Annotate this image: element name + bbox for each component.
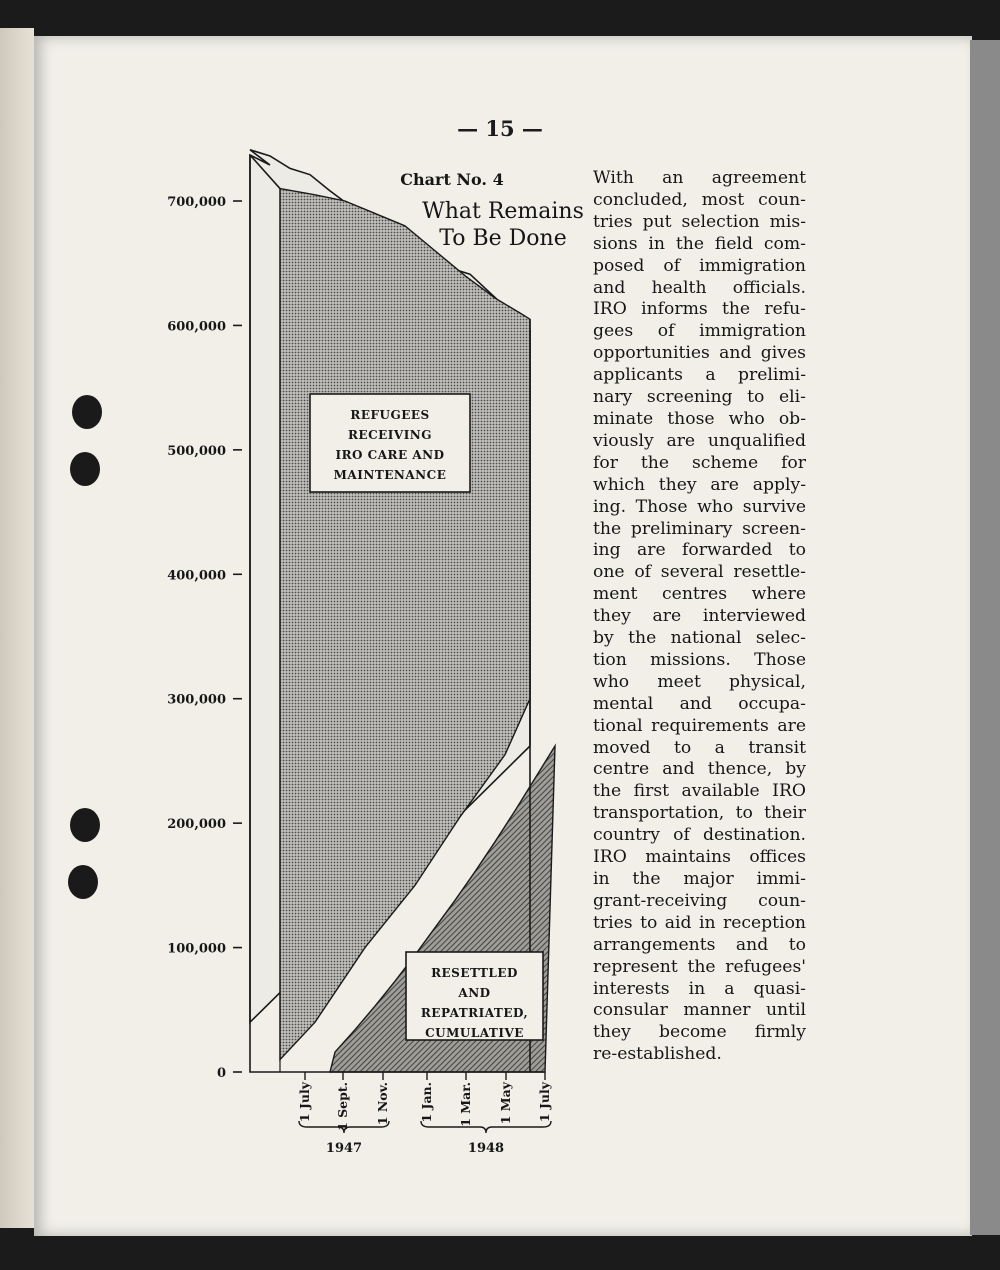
series-label-line: IRO CARE AND [335, 448, 445, 462]
y-tick-label: 300,000 [167, 692, 226, 708]
paragraph-line: gees of immigration [593, 321, 806, 342]
year-label: 1948 [467, 1141, 505, 1156]
paragraph-line: interests in a quasi- [593, 978, 806, 999]
paragraph-line: posed of immigration [593, 255, 806, 276]
y-tick-label: 200,000 [167, 817, 226, 833]
paragraph-line: in the major immi- [593, 869, 806, 889]
body-paragraph [593, 168, 806, 1066]
paragraph-line: one of several resettle- [593, 562, 806, 583]
y-tick-label: 0 [216, 1066, 226, 1081]
x-tick-label: 1 July [537, 1082, 552, 1123]
paragraph-line: they become firmly [593, 1022, 806, 1043]
paragraph-line: for the scheme for [593, 452, 806, 473]
series-label-line: MAINTENANCE [333, 468, 447, 482]
x-tick-label: 1 May [498, 1082, 513, 1125]
paragraph-line: ing are forwarded to [593, 540, 806, 561]
paragraph-line: which they are apply- [593, 474, 806, 495]
paragraph-line: ing. Those who survive [593, 496, 806, 517]
paragraph-line: consular manner until [593, 1000, 806, 1021]
series-label-line: AND [458, 986, 491, 1000]
series-label-line: CUMULATIVE [425, 1026, 524, 1040]
paragraph-line: the first available IRO [593, 781, 806, 802]
series-label-line: RESETTLED [431, 966, 518, 980]
paragraph-line: IRO informs the refu- [593, 299, 806, 320]
chart-title: To Be Done [439, 226, 567, 251]
chart-number: Chart No. 4 [400, 170, 504, 189]
paragraph-line: represent the refugees' [593, 956, 806, 977]
series-label-line: REFUGEES [350, 408, 430, 422]
paragraph-line: mental and occupa- [593, 693, 806, 714]
y-tick-label: 700,000 [167, 195, 226, 210]
paragraph-line: country of destination. [593, 825, 806, 846]
chart-title: What Remains [422, 199, 584, 224]
series-label-line: RECEIVING [347, 428, 433, 442]
paragraph-line: the preliminary screen- [593, 518, 806, 539]
paragraph-line: tional requirements are [593, 715, 806, 736]
paragraph-line: they are interviewed [593, 606, 806, 627]
y-tick-label: 600,000 [167, 319, 226, 335]
x-tick-label: 1 July [297, 1082, 312, 1123]
paragraph-line: re-established. [593, 1044, 722, 1065]
paragraph-line: tries put selection mis- [593, 211, 806, 232]
paragraph-line: opportunities and gives [593, 343, 806, 364]
paragraph-line: With an agreement [593, 168, 806, 188]
y-tick-label: 400,000 [167, 568, 226, 584]
page-number: — 15 — [457, 116, 543, 141]
x-tick-label: 1 Nov. [375, 1082, 390, 1126]
paragraph-line: centre and thence, by [593, 759, 806, 780]
y-tick-label: 500,000 [167, 443, 226, 459]
paragraph-line: ment centres where [593, 584, 806, 605]
paragraph-line: minate those who ob- [593, 408, 806, 429]
x-tick-label: 1 Sept. [335, 1082, 350, 1131]
x-tick-label: 1 Jan. [419, 1082, 434, 1123]
paragraph-line: concluded, most coun- [593, 189, 806, 210]
x-tick-label: 1 Mar. [458, 1082, 473, 1127]
paragraph-line: moved to a transit [593, 737, 806, 758]
paragraph-line: IRO maintains offices [593, 847, 806, 868]
paragraph-line: tion missions. Those [593, 649, 806, 670]
series-label-line: REPATRIATED, [420, 1006, 529, 1020]
paragraph-line: by the national selec- [593, 628, 806, 649]
paragraph-line: tries to aid in reception [593, 912, 806, 933]
paragraph-line: grant-receiving coun- [593, 890, 806, 911]
paragraph-line: applicants a prelimi- [593, 365, 806, 386]
y-tick-label: 100,000 [167, 941, 226, 957]
paragraph-line: transportation, to their [593, 803, 806, 824]
year-label: 1947 [325, 1141, 363, 1156]
paragraph-line: viously are unqualified [593, 430, 806, 451]
paragraph-line: and health officials. [593, 277, 806, 298]
paragraph-line: arrangements and to [593, 934, 806, 955]
paragraph-line: sions in the field com- [593, 233, 806, 254]
year-brace [421, 1121, 551, 1133]
paragraph-line: who meet physical, [593, 671, 806, 692]
paragraph-line: nary screening to eli- [593, 387, 806, 408]
